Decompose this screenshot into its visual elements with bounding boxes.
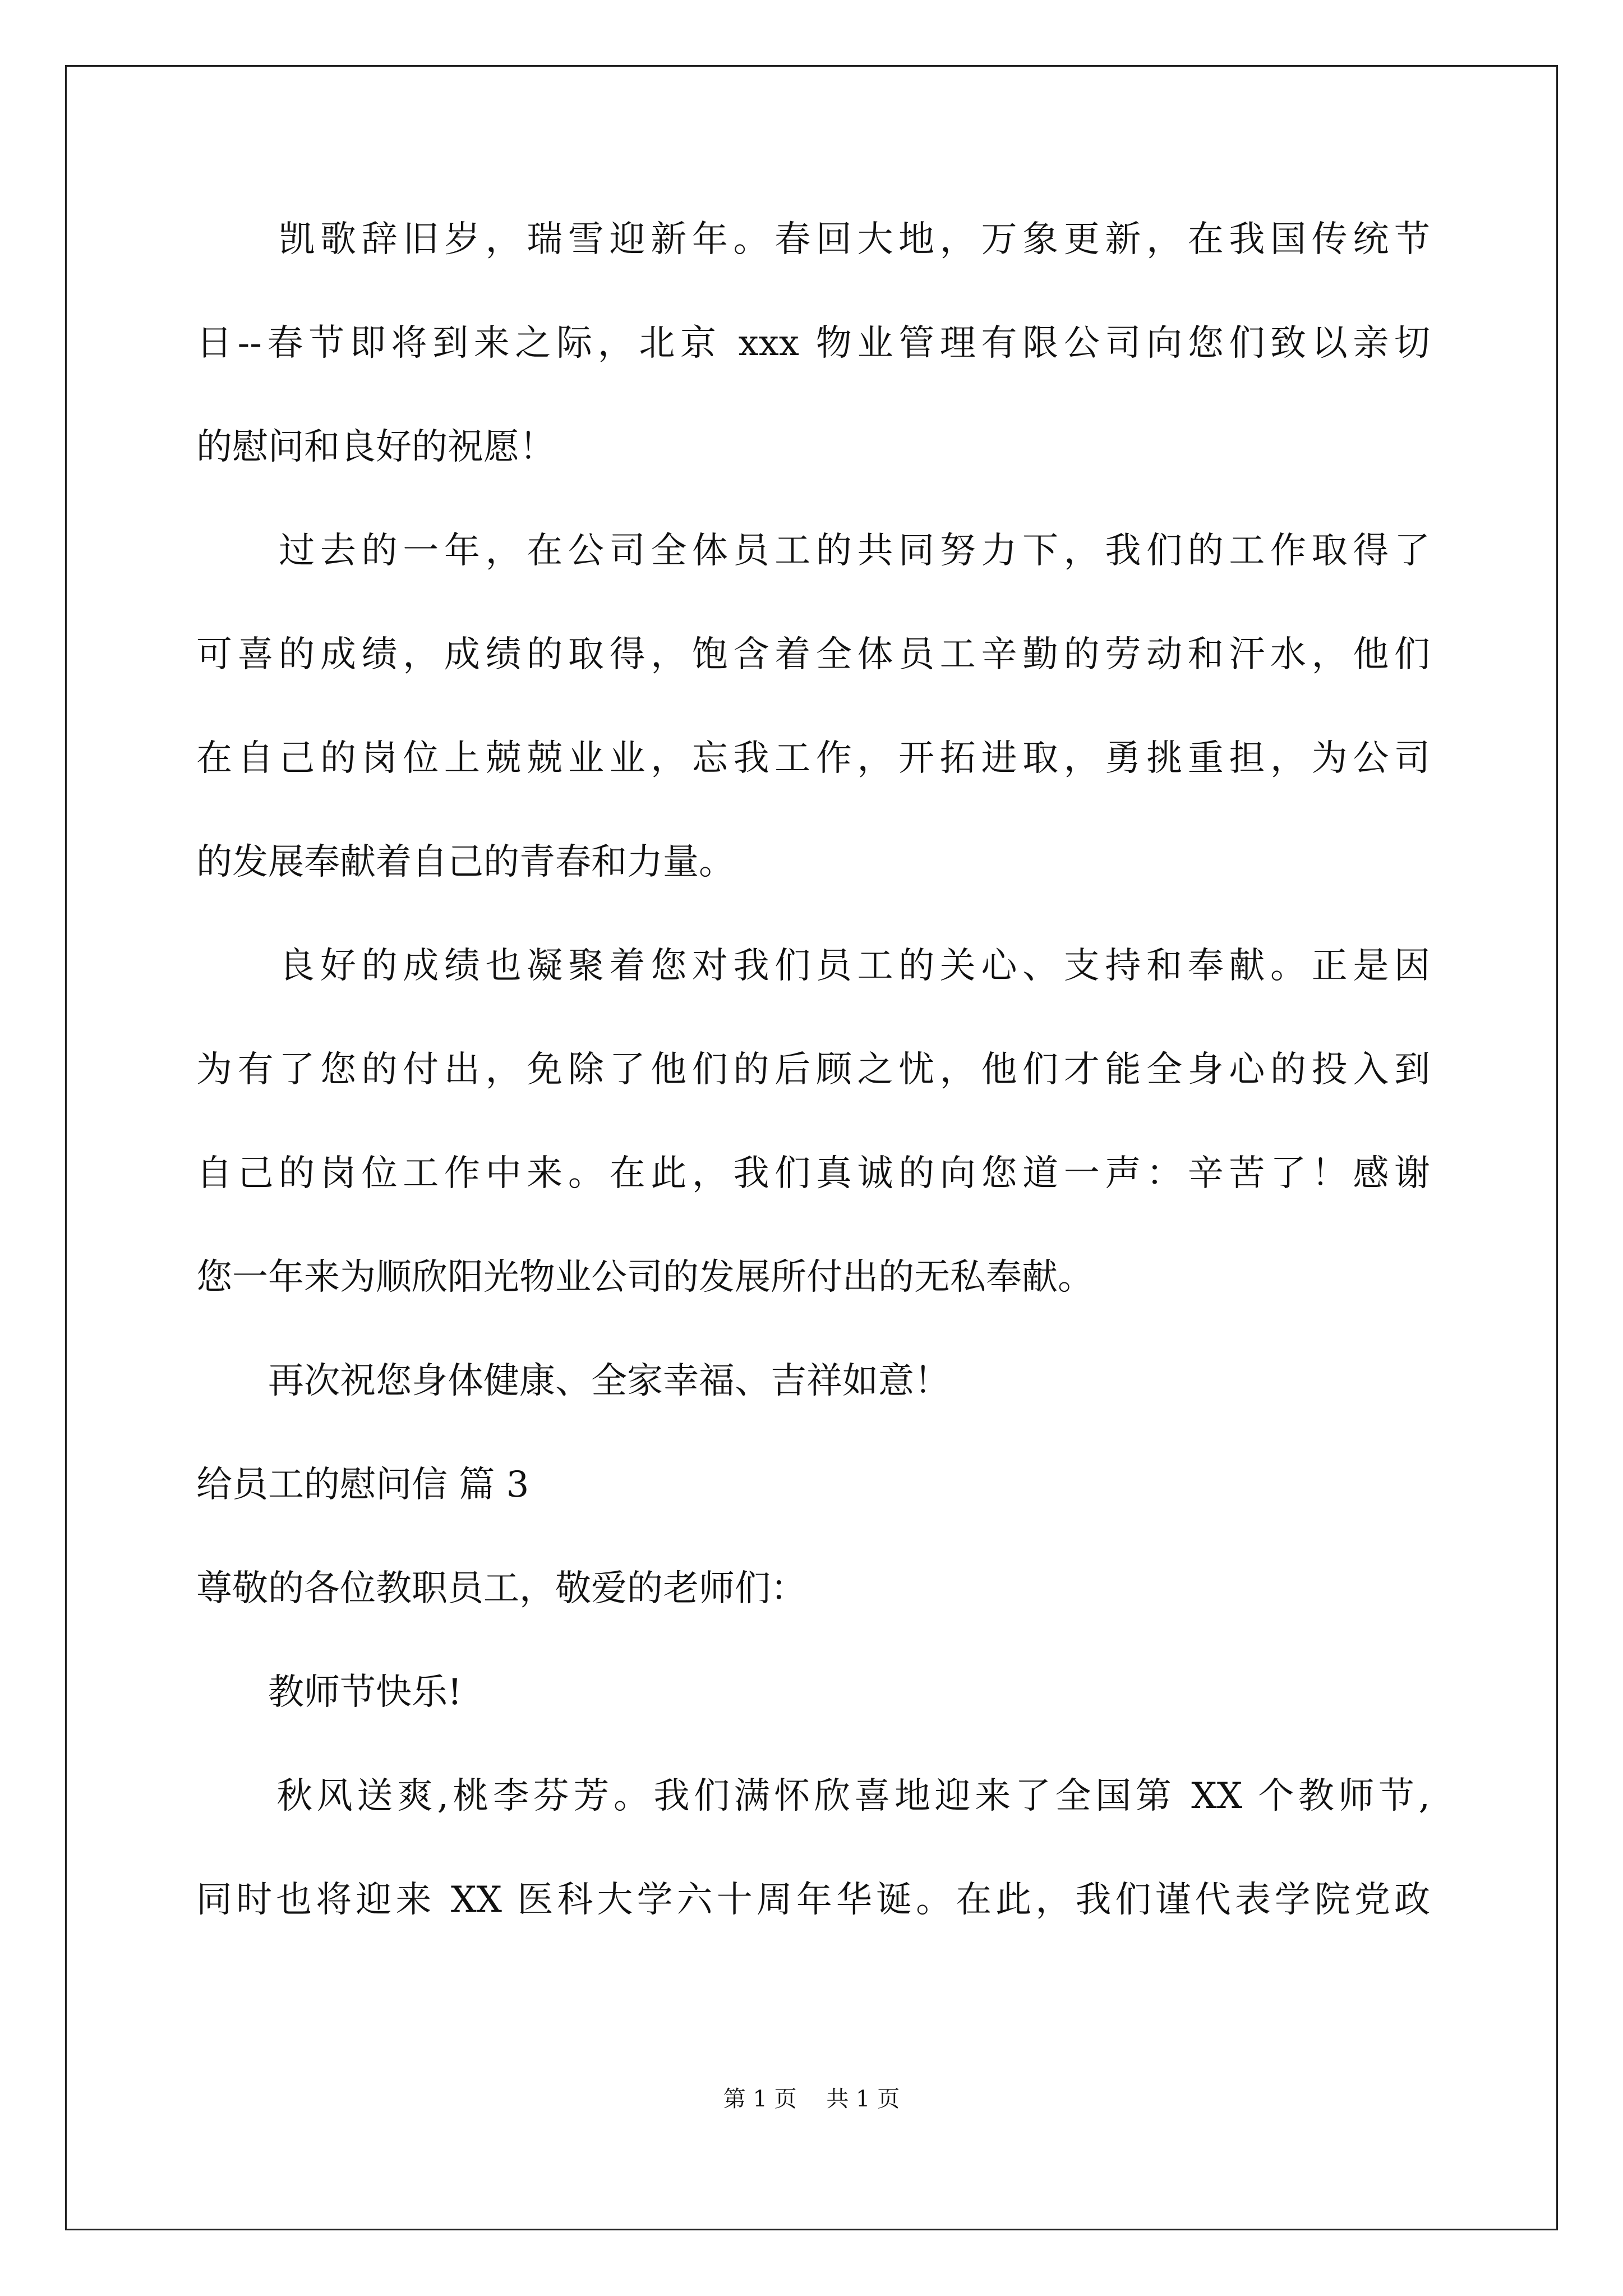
text-line: 日--春节即将到来之际，北京 xxx 物业管理有限公司向您们致以亲切 — [196, 323, 1430, 364]
page-footer: 第 1 页 共 1 页 — [723, 2086, 900, 2112]
text-line: 凯歌辞旧岁，瑞雪迎新年。春回大地，万象更新，在我国传统节 — [196, 219, 1430, 260]
text-line: 的慰问和良好的祝愿！ — [196, 426, 555, 468]
text-line: 过去的一年，在公司全体员工的共同努力下，我们的工作取得了 — [196, 530, 1430, 572]
text-line: 良好的成绩也凝聚着您对我们员工的关心、支持和奉献。正是因 — [196, 945, 1430, 987]
text-line: 您一年来为顺欣阳光物业公司的发展所付出的无私奉献。 — [196, 1257, 1094, 1298]
text-line: 的发展奉献着自己的青春和力量。 — [196, 841, 735, 883]
text-line: 再次祝您身体健康、全家幸福、吉祥如意！ — [196, 1360, 950, 1402]
text-line: 自己的岗位工作中来。在此，我们真诚的向您道一声：辛苦了！感谢 — [196, 1153, 1430, 1194]
text-line: 同时也将迎来 XX 医科大学六十周年华诞。在此，我们谨代表学院党政 — [196, 1879, 1430, 1921]
text-line: 在自己的岗位上兢兢业业，忘我工作，开拓进取，勇挑重担，为公司 — [196, 738, 1430, 779]
text-line: 可喜的成绩，成绩的取得，饱含着全体员工辛勤的劳动和汗水，他们 — [196, 634, 1430, 675]
salutation: 尊敬的各位教职员工，敬爱的老师们： — [196, 1568, 806, 1609]
text-line: 为有了您的付出，免除了他们的后顾之忧，他们才能全身心的投入到 — [196, 1049, 1430, 1091]
text-line: 教师节快乐! — [196, 1672, 462, 1713]
text-line: 秋风送爽,桃李芬芳。我们满怀欣喜地迎来了全国第 XX 个教师节, — [196, 1775, 1430, 1817]
section-heading: 给员工的慰问信 篇 3 — [196, 1464, 529, 1506]
